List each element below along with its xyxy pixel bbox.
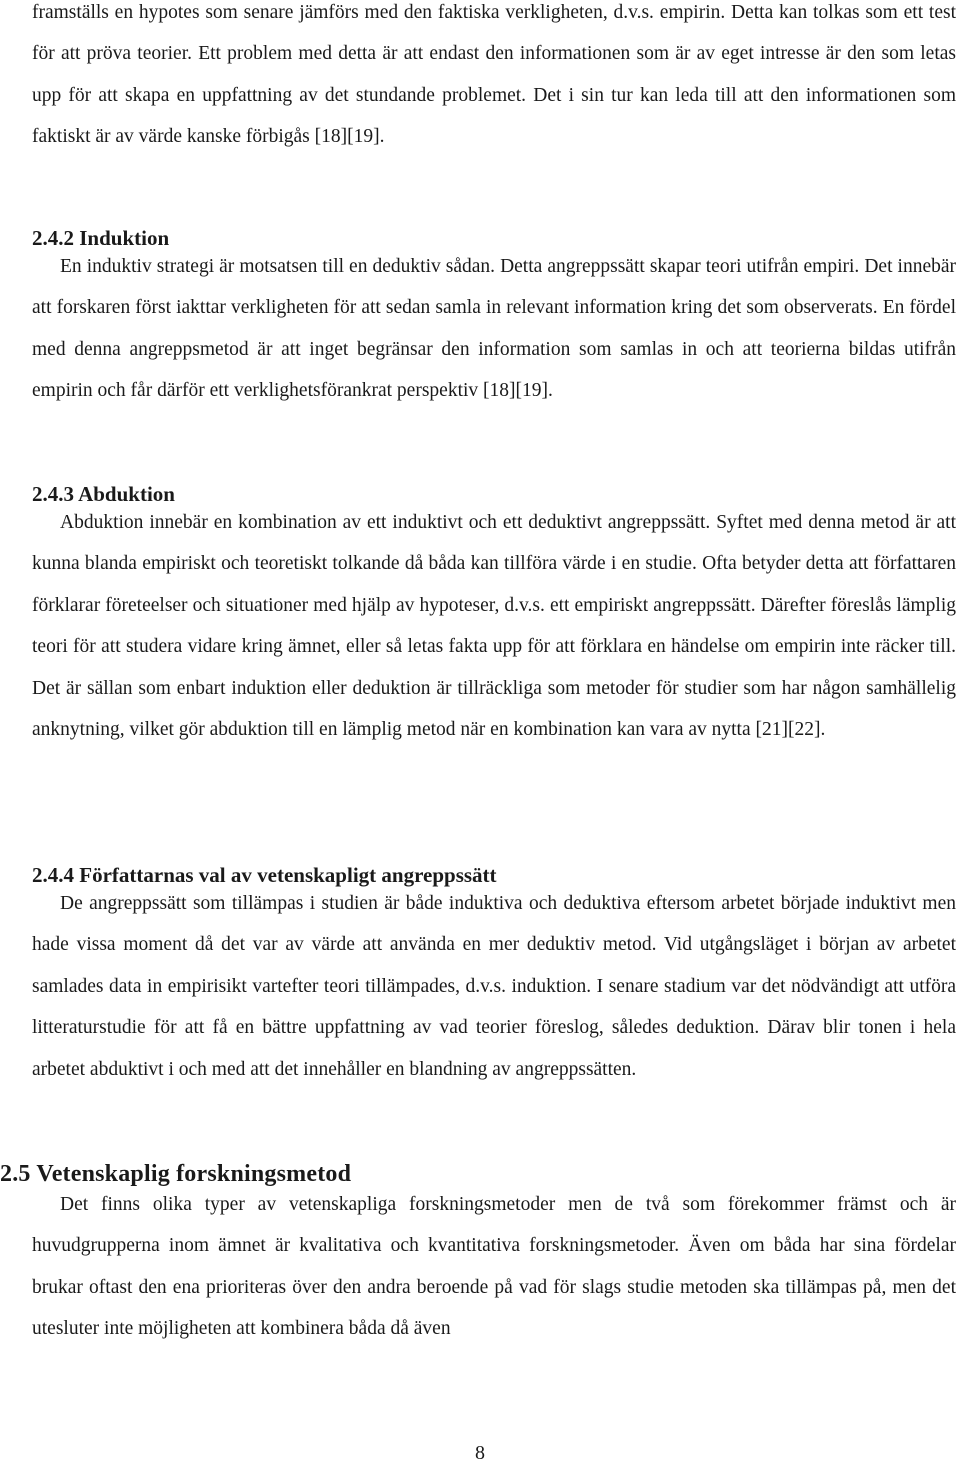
section-paragraph: De angreppssätt som tillämpas i studien är både induktiva och deduktiva eftersom arbetet började induktivt men hade vissa moment då det var av värde att använda en mer deduktiv metod. Vid utgångsläget i början av arbetet samlades data in empirisikt vartefter teori tillämpades, d.v.s. induktion. I senare stadium var det nödvändigt att utföra litteraturstudie för att få en bättre uppfattning av vad teorier föreslog, således deduktion. Därav blir tonen i hela arbetet abduktivt i och med att det innehåller en blandning av angreppssätten. (32, 893, 956, 1080)
section-forfattarnas-val-body (32, 883, 956, 1090)
section-heading: 2.4.2 Induktion (32, 226, 170, 250)
intro-block (32, 0, 956, 158)
intro-paragraph: framställs en hypotes som senare jämförs med den faktiska verkligheten, d.v.s. empirin. Detta kan tolkas som ett test för att pröva teorier. Ett problem med detta är att endast den informationen som är av eget intresse är den som letas upp för att skapa en uppfattning av det stundande problemet. Det i sin tur kan leda till att den informationen som faktiskt är av värde kanske förbigås [18][19]. (32, 2, 956, 148)
section-heading: 2.5 Vetenskaplig forskningsmetod (0, 1161, 352, 1187)
section-forskningsmetod-body (32, 1184, 956, 1350)
section-paragraph: Det finns olika typer av vetenskapliga forskningsmetoder men de två som förekommer främst och är huvudgrupperna inom ämnet är kvalitativa och kvantitativa forskningsmetoder. Även om båda har sina fördelar brukar oftast den ena prioriteras över den andra beroende på vad för slags studie metoden ska tillämpas på, men det utesluter inte möjligheten att kombinera båda då även (32, 1194, 956, 1340)
section-paragraph: En induktiv strategi är motsatsen till en deduktiv sådan. Detta angreppssätt skapar teori utifrån empiri. Det innebär att forskaren först iakttar verkligheten för att sedan samla in relevant information kring det som observerats. En fördel med denna angreppsmetod är att inget begränsar den information som samlas in och att teorierna bildas utifrån empirin och får därför ett verklighetsförankrat perspektiv [18][19]. (32, 256, 956, 402)
section-induktion-body (32, 246, 956, 412)
section-abduktion-body (32, 502, 956, 750)
section-paragraph: Abduktion innebär en kombination av ett induktivt och ett deduktivt angreppssätt. Syftet med denna metod är att kunna blanda empiriskt och teoretiskt tolkande då båda kan tillföra värde i en studie. Ofta betyder detta att författaren förklarar företeelser och situationer med hjälp av hypoteser, d.v.s. ett empiriskt angreppssätt. Därefter föreslås lämplig teori för att studera vidare kring ämnet, eller så letas fakta upp för att förklara en händelse om empirin inte räcker till. Det är sällan som enbart induktion eller deduktion är tillräckliga som metoder för studier som har någon samhällelig anknytning, vilket gör abduktion till en lämplig metod när en kombination kan vara av nytta [21][22]. (32, 512, 956, 741)
page-number: 8 (475, 1442, 485, 1464)
section-heading: 2.4.3 Abduktion (32, 482, 175, 506)
section-heading: 2.4.4 Författarnas val av vetenskapligt angreppssätt (32, 863, 497, 887)
